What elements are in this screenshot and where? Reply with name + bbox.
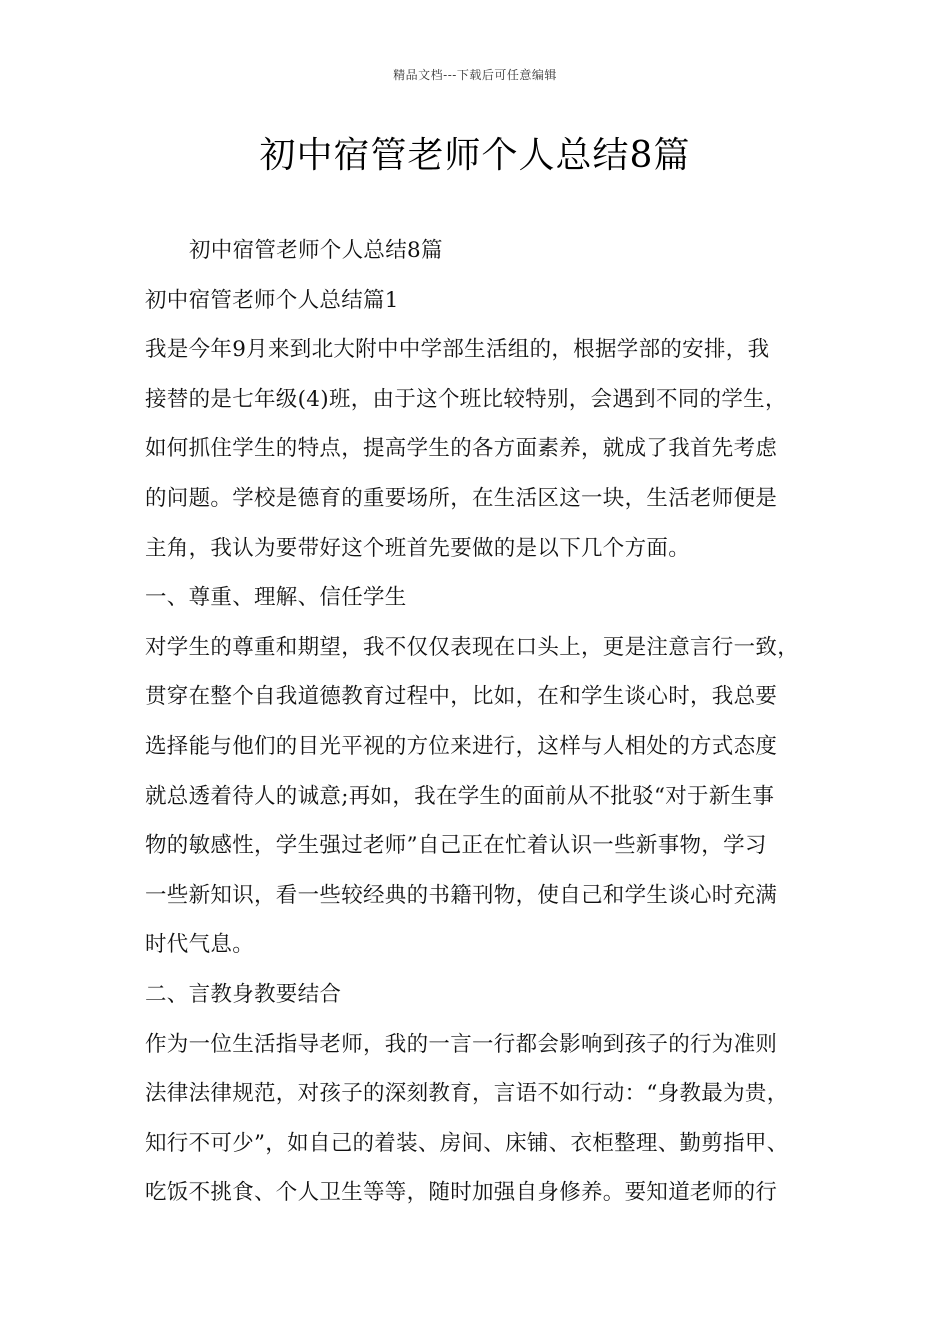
paragraph-line: 作为一位生活指导老师，我的一言一行都会影响到孩子的行为准则 — [145, 1031, 778, 1057]
subtitle-line: 初中宿管老师个人总结8篇 — [189, 238, 443, 263]
document-body — [145, 226, 825, 1218]
paragraph-line: 选择能与他们的目光平视的方位来进行，这样与人相处的方式态度 — [145, 733, 778, 759]
paragraph-line: 就总透着待人的诚意;再如，我在学生的面前从不批驳“对于新生事 — [145, 783, 775, 809]
section-heading: 初中宿管老师个人总结篇1 — [145, 287, 399, 313]
section-heading: 一、尊重、理解、信任学生 — [145, 585, 407, 611]
paragraph-line: 接替的是七年级(4)班，由于这个班比较特别，会遇到不同的学生， — [145, 386, 787, 412]
paragraph-line: 如何抓住学生的特点，提高学生的各方面素养，就成了我首先考虑 — [145, 436, 778, 462]
paragraph-line: 时代气息。 — [145, 932, 255, 958]
paragraph-line: 知行不可少”，如自己的着装、房间、床铺、衣柜整理、勤剪指甲、 — [145, 1130, 789, 1156]
paragraph-line: 我是今年9月来到北大附中中学部生活组的，根据学部的安排，我 — [145, 337, 770, 363]
section-heading: 二、言教身教要结合 — [145, 981, 342, 1007]
paragraph-line: 一些新知识，看一些较经典的书籍刊物，使自己和学生谈心时充满 — [145, 882, 778, 908]
document-title: 初中宿管老师个人总结8篇 — [259, 135, 691, 176]
paragraph-line: 物的敏感性，学生强过老师”自己正在忙着认识一些新事物，学习 — [145, 833, 767, 859]
paragraph-line: 吃饭不挑食、个人卫生等等，随时加强自身修养。要知道老师的行 — [145, 1180, 778, 1206]
paragraph-line: 法律法律规范，对孩子的深刻教育，言语不如行动：“身教最为贵， — [145, 1081, 789, 1107]
paragraph-line: 主角，我认为要带好这个班首先要做的是以下几个方面。 — [145, 535, 691, 561]
paragraph-line: 贯穿在整个自我道德教育过程中，比如，在和学生谈心时，我总要 — [145, 684, 778, 710]
paragraph-line: 的问题。学校是德育的重要场所，在生活区这一块，生活老师便是 — [145, 485, 778, 511]
header-note: 精品文档---下载后可任意编辑 — [393, 68, 557, 82]
paragraph-line: 对学生的尊重和期望，我不仅仅表现在口头上，更是注意言行一致， — [145, 634, 800, 660]
